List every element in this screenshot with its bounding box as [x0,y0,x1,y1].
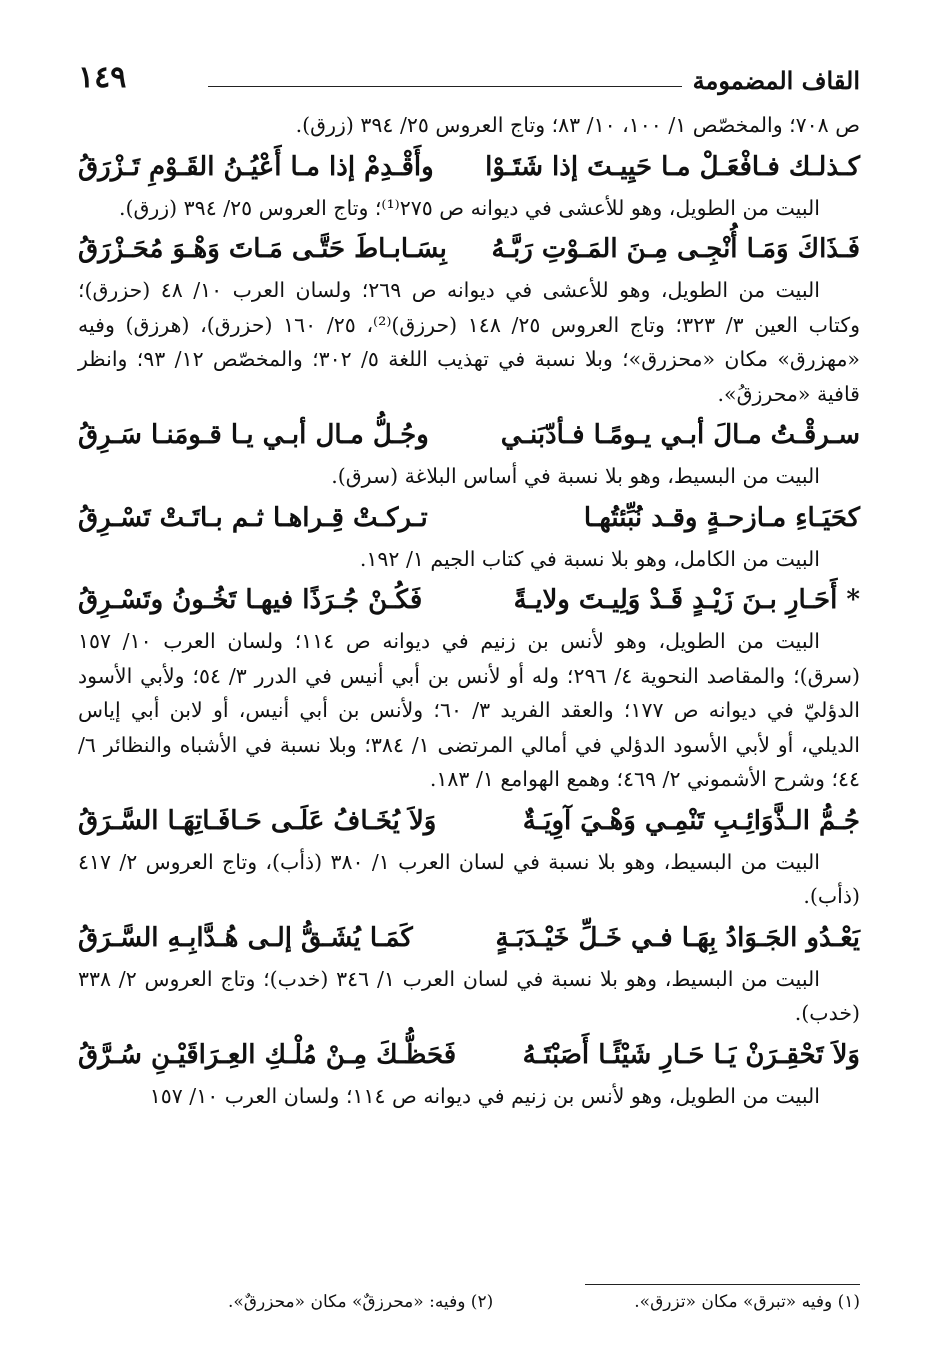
verse-first-hemistich: كـذلـك فـافْعَـلْ مـا حَيِيـتَ إذا شَتَـوْا [485,151,860,182]
verse-line [78,1031,860,1079]
commentary-paragraph: البيت من الطويل، وهو لأنس بن زنيم في ديوانه ص ١١٤؛ ولسان العرب ١٠/ ١٥٧ (سرق)؛ والمقاصد النحوية ٤/ ٢٩٦؛ وله أو لأنس بن أبي أنيس في الدرر ٣/ ٥٤؛ ولأبي الأسود الدؤليّ في ديوانه ص ١٧٧؛ والعقد الفريد ٣/ ٦٠؛ ولأنس بن أبي أنيس، أو لابن أبي إياس الديلي، أو لأبي الأسود الدؤلي في أمالي المرتضى ١/ ٣٨٤؛ وبلا نسبة في الأشباه والنظائر ٦/ ٤٤؛ وشرح الأشموني ٢/ ٤٦٩؛ وهمع الهوامع ١/ ١٨٣. [78,629,860,791]
commentary-paragraph: البيت من الطويل، وهو لأنس بن زنيم في ديوانه ص ١١٤؛ ولسان العرب ١٠/ ١٥٧ [149,1083,820,1108]
book-page [78,60,860,1358]
header-rule [208,86,682,87]
commentary-paragraph: البيت من الطويل، وهو للأعشى في ديوانه ص ٢٧٥⁽¹⁾؛ وتاج العروس ٢٥/ ٣٩٤ (زرق). [118,195,820,220]
commentary-paragraph: البيت من البسيط، وهو بلا نسبة في أساس البلاغة (سرق). [331,464,820,488]
verse-second-hemistich: وَلاَ يُخَـافُ عَلَـى حَـافَـاتِهَـا السَّـرَقُ [78,805,437,836]
verse-line [78,143,860,191]
commentary-paragraph: ص ٧٠٨؛ والمخصّص ١/ ١٠٠، ١٠/ ٨٣؛ وتاج العروس ٢٥/ ٣٩٤ (زرق). [295,113,860,137]
verse-first-hemistich: * أَحَـارِ بـنَ زَيْـدٍ قَـدْ وَلِيـتَ ولايـةً [513,585,860,615]
verse-second-hemistich: بِسَـابـاطَ حَتَّـى مَـاتَ وَهْـوَ مُحَـزْرَقُ [78,234,447,264]
verse-second-hemistich: وجُـلُّ مـال أبـي يـا قـومَنـا سَـرِقُ [78,420,429,450]
verse-second-hemistich: كَمَـا يُشَـقُّ إلـى هُـدَّابِـهِ السَّـرَقُ [78,922,413,953]
footnote-rule [585,1284,860,1285]
page-number: ١٤٩ [78,60,127,95]
verse-first-hemistich: سـرقْـتُ مـالَ أبـي يـومًـا فـأدّبَنـي [500,420,860,450]
verse-first-hemistich: فَـذَاكَ وَمَـا أُنْجِـى مِـنَ المَـوْتِ رَبَّـهُ [491,234,860,264]
verse-line [78,797,860,845]
verse-first-hemistich: يَعْـدُو الجَـوَادُ بِهَـا فـي خَـلِّ خَيْـدَبَـةٍ [495,922,860,953]
verse-line [78,576,860,624]
page-header [78,60,860,108]
verse-first-hemistich: وَلاَ تَحْقِـرَنْ يَـا حَـارِ شَيْئًـا أَصَبْتَـهُ [522,1039,860,1070]
verse-line [78,225,860,273]
verse-second-hemistich: فَحَظُّـكَ مِـنْ مُلْـكِ العِـرَاقَيْـنِ سُـرَّقُ [78,1039,457,1070]
footnote-2: (٢) وفيه: «محرزقٌ» مكان «محزرقٌ». [228,1292,494,1312]
verse-second-hemistich: وأَقْـدِمْ إذا مـا أَعْيُـنُ القَـوْمِ تَـزْرَقُ [78,151,434,182]
footnote-1: (١) وفيه «تبرق» مكان «تزرق». [634,1292,860,1312]
commentary-paragraph: البيت من الكامل، وهو بلا نسبة في كتاب الجيم ١/ ١٩٢. [359,546,820,571]
verse-second-hemistich: فَكُـنْ جُـرَذًا فيهـا تَخُـونُ وتَسْـرِقُ [78,585,423,615]
chapter-title: القاف المضمومة [692,66,860,95]
verse-line [78,914,860,962]
verse-line [78,494,860,542]
verse-first-hemistich: كحَيَـاءِ مـازحـةٍ وقـد نُبِّئتُهـا [583,502,860,533]
verse-first-hemistich: جُـمُّ الـذَّوَائِـبِ تَنْمِـي وَهْـيَ آوِيَـةٌ [522,805,860,836]
commentary-paragraph: البيت من الطويل، وهو للأعشى في ديوانه ص ٢٦٩؛ ولسان العرب ١٠/ ٤٨ (حزرق)؛ وكتاب العين ٣/ ٣٢٣؛ وتاج العروس ٢٥/ ١٤٨ (حرزق)⁽²⁾، ٢٥/ ١٦٠ (حزرق)، (هرزق) وفيه «مهزرق» مكان «محزرق»؛ وبلا نسبة في تهذيب اللغة ٥/ ٣٠٢؛ والمخصّص ١٢/ ٩٣؛ وانظر قافية «محرزقُ». [78,278,860,406]
commentary-paragraph: البيت من البسيط، وهو بلا نسبة في لسان العرب ١/ ٣٨٠ (ذأب)، وتاج العروس ٢/ ٤١٧ (ذأب). [78,849,860,908]
footnotes [78,1292,860,1312]
verse-line [78,411,860,459]
verse-second-hemistich: تـركـتْ قِـراهـا ثـم بـاتَـتْ تَسْـرِقُ [78,502,428,533]
page-content [78,108,860,1113]
commentary-paragraph: البيت من البسيط، وهو بلا نسبة في لسان العرب ١/ ٣٤٦ (خدب)؛ وتاج العروس ٢/ ٣٣٨ (خدب). [78,966,860,1025]
